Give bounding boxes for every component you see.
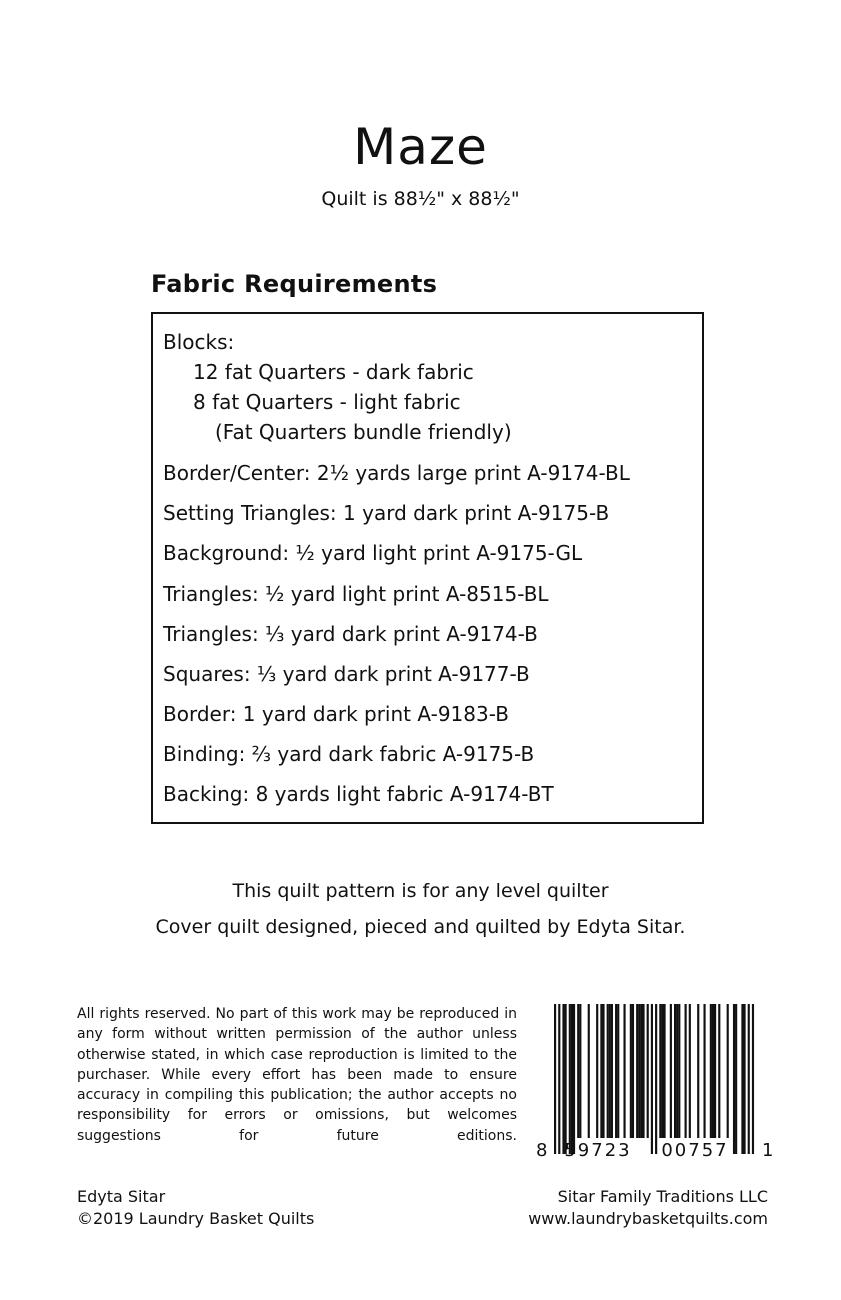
barcode-bar [735, 1004, 737, 1154]
barcode-bar [752, 1004, 754, 1154]
requirement-line: 8 fat Quarters - light fabric [193, 390, 461, 414]
designer-credit: Cover quilt designed, pieced and quilted by Edyta Sitar. [155, 916, 686, 938]
barcode-bar [617, 1004, 619, 1138]
barcode-bar [642, 1004, 644, 1138]
barcode-bar [659, 1004, 661, 1138]
barcode-bar [573, 1004, 575, 1154]
barcode-bar [685, 1004, 687, 1138]
barcode-bar [558, 1004, 560, 1154]
website-link[interactable]: www.laundrybasketquilts.com [528, 1209, 768, 1228]
barcode-bar [661, 1004, 663, 1138]
barcode-bar [678, 1004, 680, 1138]
rights-notice: All rights reserved. No part of this work may be reproduced in any form without written permission of the author unless otherwise stated, in which case reproduction is limited to the purchaser. While every effort has been made to ensure accuracy in compiling this publication; the author accepts no responsibility for errors or omissions, but welcomes suggestions for future editions. [77, 1006, 517, 1144]
requirement-line: (Fat Quarters bundle friendly) [215, 420, 512, 444]
barcode-bar [588, 1004, 590, 1138]
requirement-line: Triangles: ⅓ yard dark print A-9174-B [163, 622, 538, 646]
barcode-bar [600, 1004, 602, 1138]
barcode-bar [611, 1004, 613, 1138]
barcode-bar [663, 1004, 665, 1138]
barcode-bar [718, 1004, 720, 1138]
requirement-line: 12 fat Quarters - dark fabric [193, 360, 474, 384]
requirement-line: Border/Center: 2½ yards large print A-9174-BL [163, 461, 630, 485]
requirement-line: Squares: ⅓ yard dark print A-9177-B [163, 662, 530, 686]
barcode-bar [596, 1004, 598, 1138]
barcode-bar [571, 1004, 573, 1154]
pattern-title: Maze [353, 118, 488, 176]
barcode-bars [554, 1004, 754, 1154]
company-name: Sitar Family Traditions LLC [557, 1187, 768, 1206]
barcode-bar [714, 1004, 716, 1138]
barcode-bar [565, 1004, 567, 1154]
barcode-bar [655, 1004, 657, 1154]
barcode-bar [647, 1004, 649, 1138]
requirement-line: Setting Triangles: 1 yard dark print A-9175-B [163, 501, 610, 525]
barcode-left-digits: 59723 [564, 1140, 632, 1161]
requirement-line: Triangles: ½ yard light print A-8515-BL [163, 582, 549, 606]
barcode-bar [579, 1004, 581, 1138]
barcode-lead-digit: 8 [536, 1140, 548, 1161]
upc-barcode [536, 1004, 772, 1164]
barcode-bar [562, 1004, 564, 1154]
requirement-line: Blocks: [163, 330, 235, 354]
barcode-bar [615, 1004, 617, 1138]
barcode-bar [577, 1004, 579, 1138]
barcode-bar [632, 1004, 634, 1138]
barcode-right-digits: 00757 [661, 1140, 729, 1161]
barcode-bar [636, 1004, 638, 1138]
requirement-line: Binding: ⅔ yard dark fabric A-9175-B [163, 742, 535, 766]
fabric-requirements-box [151, 312, 704, 824]
barcode-bar [670, 1004, 672, 1138]
barcode-bar [676, 1004, 678, 1138]
barcode-bar [741, 1004, 743, 1154]
barcode-bar [727, 1004, 729, 1138]
barcode-bar [674, 1004, 676, 1138]
barcode-bar [602, 1004, 604, 1138]
author-name: Edyta Sitar [77, 1187, 166, 1206]
barcode-bar [554, 1004, 556, 1154]
barcode-check-digit: 1 [762, 1140, 774, 1161]
requirement-line: Backing: 8 yards light fabric A-9174-BT [163, 782, 554, 806]
barcode-bar [703, 1004, 705, 1138]
barcode-bar [569, 1004, 571, 1154]
barcode-bar [609, 1004, 611, 1138]
barcode-bar [733, 1004, 735, 1154]
barcode-bar [640, 1004, 642, 1138]
copyright-line: ©2019 Laundry Basket Quilts [77, 1209, 315, 1228]
barcode-bar [638, 1004, 640, 1138]
barcode-bar [651, 1004, 653, 1154]
barcode-bar [607, 1004, 609, 1138]
requirement-line: Border: 1 yard dark print A-9183-B [163, 702, 509, 726]
quilt-size: Quilt is 88½" x 88½" [321, 188, 520, 210]
barcode-bar [743, 1004, 745, 1154]
requirement-line: Background: ½ yard light print A-9175-GL [163, 541, 583, 565]
section-heading: Fabric Requirements [151, 270, 438, 298]
barcode-bar [623, 1004, 625, 1138]
barcode-bar [630, 1004, 632, 1138]
barcode-bar [748, 1004, 750, 1154]
barcode-bar [712, 1004, 714, 1138]
barcode-bar [710, 1004, 712, 1138]
barcode-bar [697, 1004, 699, 1138]
barcode-bar [689, 1004, 691, 1138]
skill-level-note: This quilt pattern is for any level quilter [232, 880, 609, 902]
